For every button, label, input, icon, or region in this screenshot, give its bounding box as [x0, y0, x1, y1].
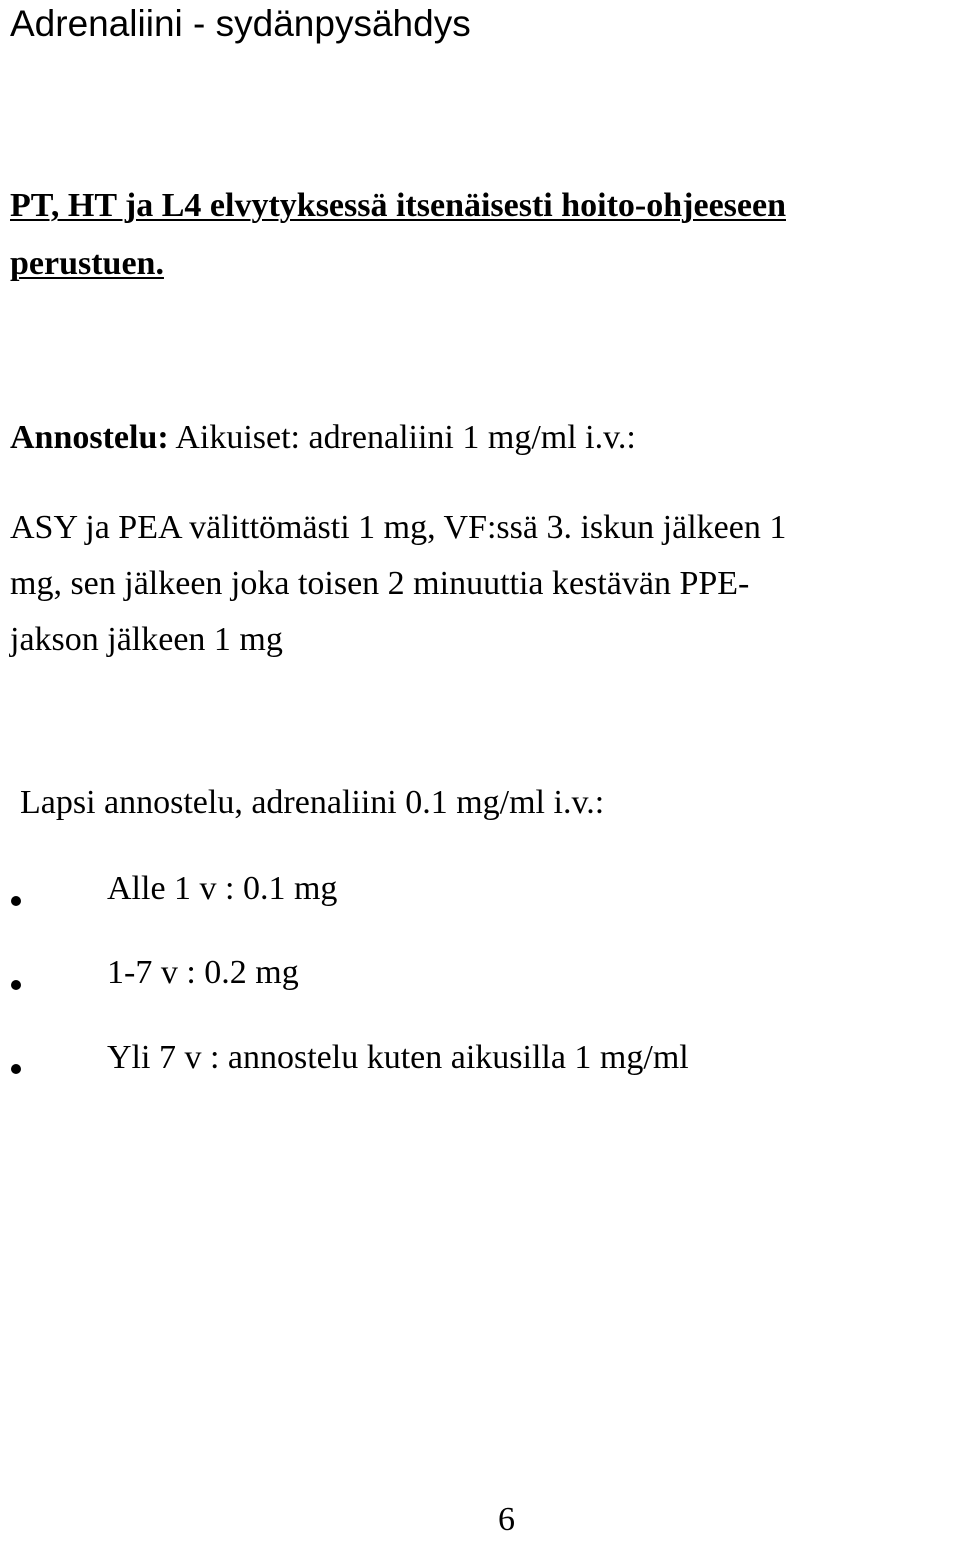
- adult-dosing-text: Aikuiset: adrenaliini 1 mg/ml i.v.:: [168, 419, 636, 456]
- bullet-icon: [11, 896, 21, 906]
- dosing-label: Annostelu:: [10, 419, 169, 456]
- adult-dosing-heading: [10, 418, 636, 458]
- list-item: 1-7 v : 0.2 mg: [107, 954, 299, 991]
- page-number: 6: [498, 1501, 515, 1538]
- bullet-icon: [11, 980, 21, 990]
- child-dosing-heading: Lapsi annostelu, adrenaliini 0.1 mg/ml i.v.:: [20, 784, 605, 821]
- adult-dosing-paragraph: [10, 500, 955, 668]
- bullet-icon: [11, 1064, 21, 1074]
- paragraph-line: jakson jälkeen 1 mg: [10, 621, 283, 658]
- paragraph-line: ASY ja PEA välittömästi 1 mg, VF:ssä 3. iskun jälkeen 1: [10, 509, 787, 546]
- subtitle-line-1: PT, HT ja L4 elvytyksessä itsenäisesti hoito-ohjeeseen: [10, 187, 786, 224]
- list-item: Yli 7 v : annostelu kuten aikusilla 1 mg/ml: [107, 1039, 689, 1076]
- page-title: Adrenaliini - sydänpysähdys: [10, 3, 471, 44]
- subtitle-line-2: perustuen.: [10, 245, 164, 282]
- paragraph-line: mg, sen jälkeen joka toisen 2 minuuttia kestävän PPE-: [10, 565, 750, 602]
- list-item: Alle 1 v : 0.1 mg: [107, 870, 338, 907]
